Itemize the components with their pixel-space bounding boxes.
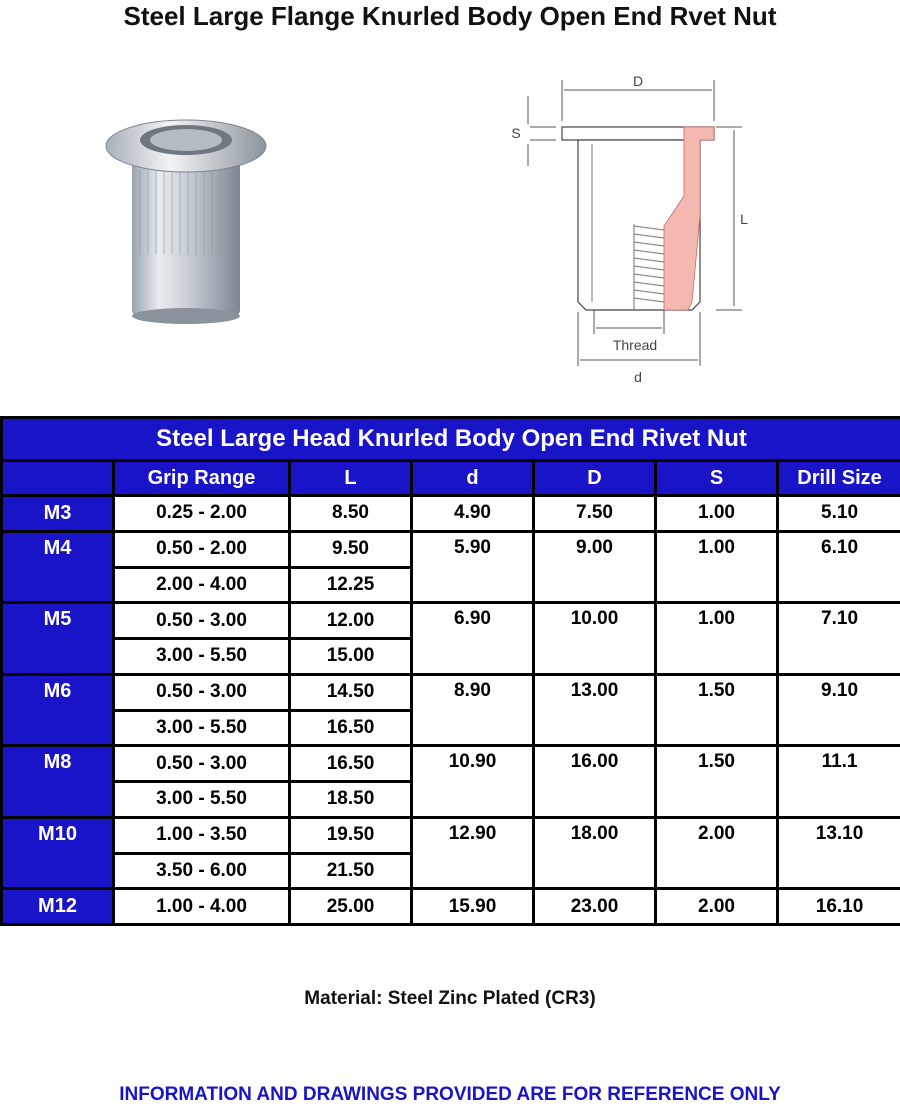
size-cell: M8 xyxy=(2,746,114,818)
d-cell: 15.90 xyxy=(412,889,534,925)
table-row xyxy=(2,889,900,925)
material-note: Material: Steel Zinc Plated (CR3) xyxy=(304,988,596,1009)
grip-cell: 0.50 - 2.00 xyxy=(114,531,290,567)
label-d: d xyxy=(634,369,642,385)
grip-cell: 3.00 - 5.50 xyxy=(114,710,290,746)
L-cell: 16.50 xyxy=(290,710,412,746)
L-cell: 9.50 xyxy=(290,531,412,567)
size-cell: M5 xyxy=(2,603,114,675)
rivet-nut-photo xyxy=(96,110,276,335)
d-cell: 4.90 xyxy=(412,496,534,532)
L-cell: 12.00 xyxy=(290,603,412,639)
grip-cell: 0.50 - 3.00 xyxy=(114,603,290,639)
table-row xyxy=(2,674,900,710)
page-title: Steel Large Flange Knurled Body Open End Rvet Nut xyxy=(123,1,777,31)
grip-cell: 3.00 - 5.50 xyxy=(114,639,290,675)
L-cell: 21.50 xyxy=(290,853,412,889)
size-cell: M12 xyxy=(2,889,114,925)
d-cell: 5.90 xyxy=(412,531,534,603)
table-row xyxy=(2,496,900,532)
D-cell: 13.00 xyxy=(534,674,656,746)
grip-cell: 3.00 - 5.50 xyxy=(114,782,290,818)
cross-section-drawing xyxy=(488,66,758,396)
S-cell: 1.00 xyxy=(656,603,778,675)
L-cell: 8.50 xyxy=(290,496,412,532)
D-cell: 9.00 xyxy=(534,531,656,603)
grip-cell: 3.50 - 6.00 xyxy=(114,853,290,889)
drill-cell: 16.10 xyxy=(778,889,900,925)
col-header-drill-size: Drill Size xyxy=(778,461,900,496)
spec-table xyxy=(0,416,900,926)
col-header-L: L xyxy=(290,461,412,496)
table-row xyxy=(2,746,900,782)
drill-cell: 5.10 xyxy=(778,496,900,532)
col-header-S: S xyxy=(656,461,778,496)
L-cell: 19.50 xyxy=(290,817,412,853)
label-L: L xyxy=(740,211,748,227)
S-cell: 1.50 xyxy=(656,746,778,818)
grip-cell: 0.25 - 2.00 xyxy=(114,496,290,532)
grip-cell: 0.50 - 3.00 xyxy=(114,746,290,782)
d-cell: 6.90 xyxy=(412,603,534,675)
d-cell: 12.90 xyxy=(412,817,534,889)
L-cell: 14.50 xyxy=(290,674,412,710)
S-cell: 2.00 xyxy=(656,817,778,889)
disclaimer: INFORMATION AND DRAWINGS PROVIDED ARE FOR REFERENCE ONLY xyxy=(119,1084,781,1105)
D-cell: 10.00 xyxy=(534,603,656,675)
drill-cell: 7.10 xyxy=(778,603,900,675)
grip-cell: 2.00 - 4.00 xyxy=(114,567,290,603)
S-cell: 1.00 xyxy=(656,496,778,532)
drill-cell: 6.10 xyxy=(778,531,900,603)
col-header-d: d xyxy=(412,461,534,496)
grip-cell: 1.00 - 4.00 xyxy=(114,889,290,925)
size-cell: M3 xyxy=(2,496,114,532)
D-cell: 16.00 xyxy=(534,746,656,818)
label-S: S xyxy=(511,125,521,141)
d-cell: 8.90 xyxy=(412,674,534,746)
table-row xyxy=(2,817,900,853)
label-D: D xyxy=(632,73,644,89)
S-cell: 1.50 xyxy=(656,674,778,746)
L-cell: 18.50 xyxy=(290,782,412,818)
L-cell: 25.00 xyxy=(290,889,412,925)
size-cell: M10 xyxy=(2,817,114,889)
label-thread: Thread xyxy=(612,337,658,353)
table-row xyxy=(2,531,900,567)
L-cell: 16.50 xyxy=(290,746,412,782)
drill-cell: 9.10 xyxy=(778,674,900,746)
d-cell: 10.90 xyxy=(412,746,534,818)
S-cell: 1.00 xyxy=(656,531,778,603)
table-heading: Steel Large Head Knurled Body Open End Rivet Nut xyxy=(2,418,900,461)
L-cell: 12.25 xyxy=(290,567,412,603)
col-header-D: D xyxy=(534,461,656,496)
drill-cell: 11.1 xyxy=(778,746,900,818)
D-cell: 23.00 xyxy=(534,889,656,925)
S-cell: 2.00 xyxy=(656,889,778,925)
size-cell: M6 xyxy=(2,674,114,746)
L-cell: 15.00 xyxy=(290,639,412,675)
D-cell: 18.00 xyxy=(534,817,656,889)
grip-cell: 1.00 - 3.50 xyxy=(114,817,290,853)
grip-cell: 0.50 - 3.00 xyxy=(114,674,290,710)
table-row xyxy=(2,603,900,639)
D-cell: 7.50 xyxy=(534,496,656,532)
col-header-grip-range: Grip Range xyxy=(114,461,290,496)
col-header-size xyxy=(2,461,114,496)
size-cell: M4 xyxy=(2,531,114,603)
drill-cell: 13.10 xyxy=(778,817,900,889)
